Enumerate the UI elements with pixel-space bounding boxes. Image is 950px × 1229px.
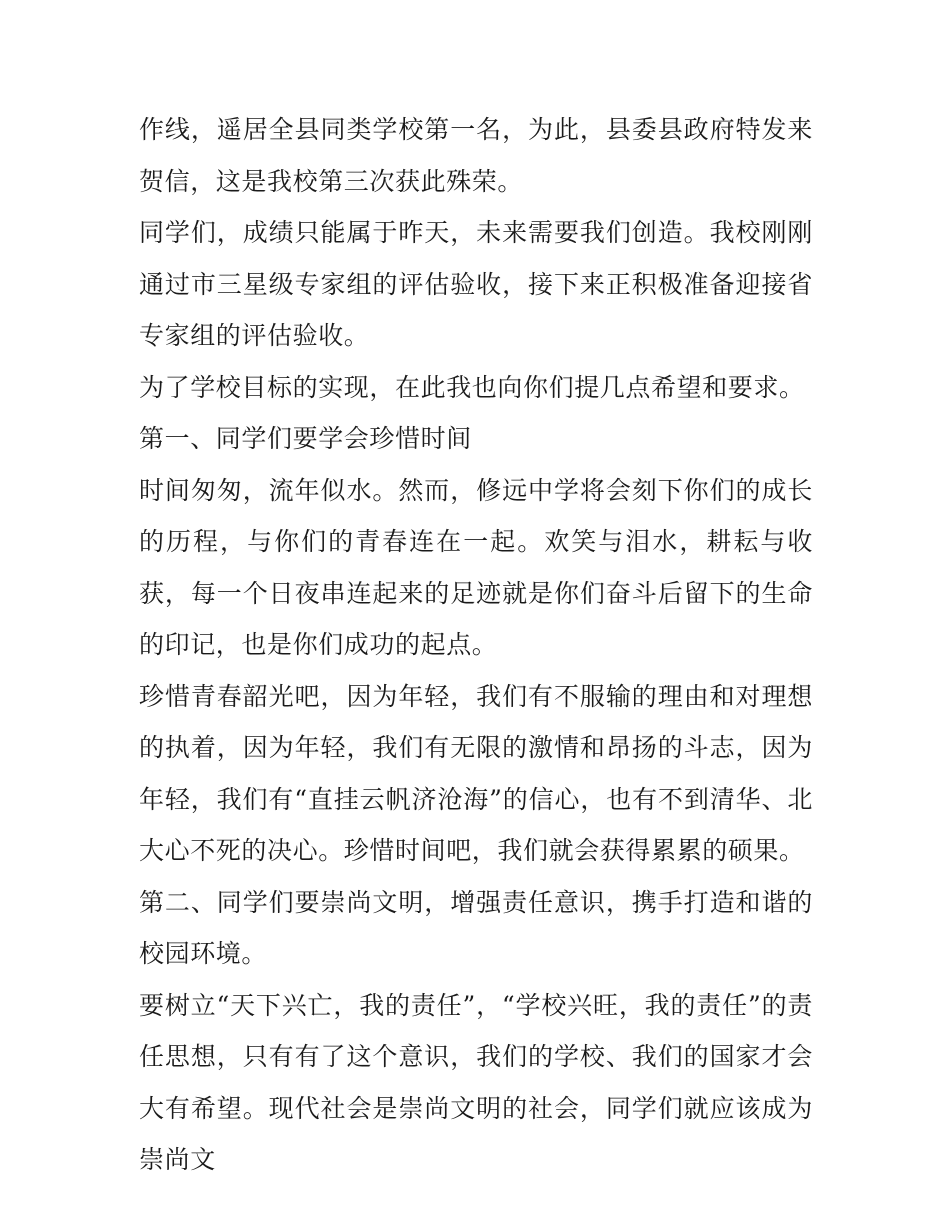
paragraph-6: 要树立“天下兴亡，我的责任”，“学校兴旺，我的责任”的责任思想，只有有了这个意识，我们的学校、我们的国家才会大有希望。现代社会是崇尚文明的社会，同学们就应该成为崇尚文 bbox=[139, 990, 813, 1174]
paragraph-5: 珍惜青春韶光吧，因为年轻，我们有不服输的理由和对理想的执着，因为年轻，我们有无限的激情和昂扬的斗志，因为年轻，我们有“直挂云帆济沧海”的信心，也有不到清华、北大心不死的决心。珍惜时间吧，我们就会获得累累的硕果。 bbox=[139, 681, 813, 865]
paragraph-4: 时间匆匆，流年似水。然而，修远中学将会刻下你们的成长的历程，与你们的青春连在一起。欢笑与泪水，耕耘与收获，每一个日夜串连起来的足迹就是你们奋斗后留下的生命的印记，也是你们成功的起点。 bbox=[139, 475, 813, 659]
paragraph-2: 同学们，成绩只能属于昨天，未来需要我们创造。我校刚刚通过市三星级专家组的评估验收，接下来正积极准备迎接省专家组的评估验收。 bbox=[139, 218, 813, 350]
paragraph-3: 为了学校目标的实现，在此我也向你们提几点希望和要求。 bbox=[139, 372, 805, 402]
section-heading-2: 第二、同学们要崇尚文明，增强责任意识，携手打造和谐的校园环境。 bbox=[139, 887, 813, 968]
document-body bbox=[139, 104, 813, 1186]
section-heading-1: 第一、同学们要学会珍惜时间 bbox=[139, 424, 472, 453]
paragraph-1: 作线，遥居全县同类学校第一名，为此，县委县政府特发来贺信，这是我校第三次获此殊荣。 bbox=[139, 115, 813, 196]
